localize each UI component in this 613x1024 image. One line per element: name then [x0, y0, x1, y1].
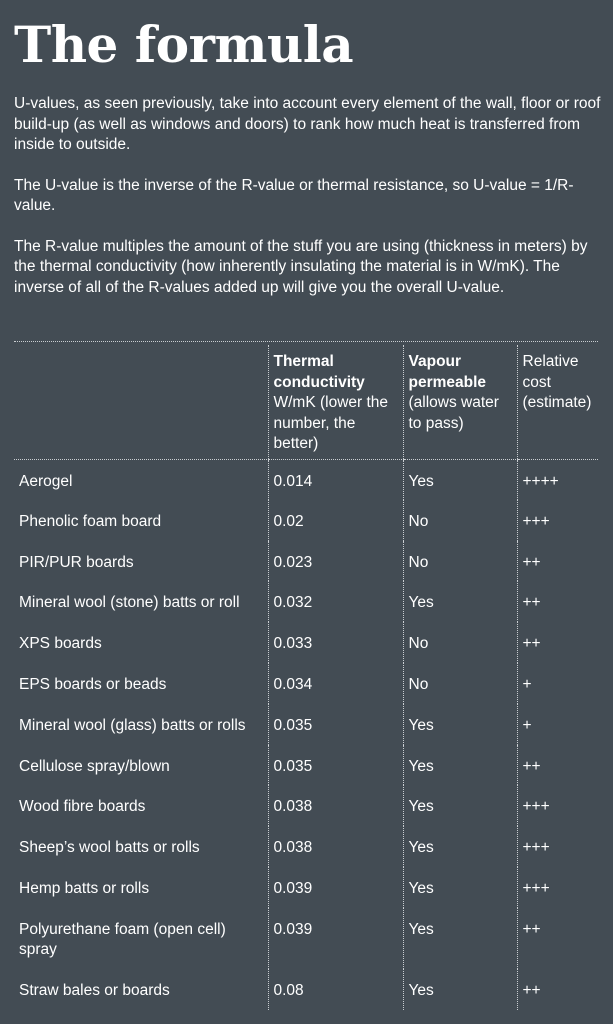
table-row: [14, 663, 598, 704]
conductivity-cell: 0.039: [268, 867, 403, 908]
table-row: [14, 500, 598, 541]
cost-cell: ++: [517, 908, 598, 969]
material-cell: Sheep’s wool batts or rolls: [19, 839, 200, 857]
cost-cell: ++: [517, 622, 598, 663]
vapour-cell: No: [403, 622, 517, 663]
vapour-cell: Yes: [403, 908, 517, 969]
intro-paragraph: U-values, as seen previously, take into account every element of the wall, floor or roof build-up (as well as windows and doors) to rank how much heat is transferred from inside to outside.: [14, 95, 601, 153]
intro-paragraph: The R-value multiples the amount of the stuff you are using (thickness in meters) by the thermal conductivity (how inherently insulating the material is in W/mK). The inverse of all of the R-values added up will give you the overall U-value.: [14, 237, 588, 296]
insulation-table: [14, 345, 598, 1010]
conductivity-cell: 0.014: [268, 459, 403, 500]
material-cell: Cellulose spray/blown: [19, 757, 170, 775]
material-cell: Polyurethane foam (open cell) spray: [19, 920, 226, 959]
cost-cell: +++: [517, 867, 598, 908]
conductivity-cell: 0.038: [268, 785, 403, 826]
cost-cell: +: [517, 663, 598, 704]
vapour-cell: Yes: [403, 704, 517, 745]
table-row: [14, 622, 598, 663]
material-cell: EPS boards or beads: [19, 675, 167, 693]
vapour-cell: Yes: [403, 459, 517, 500]
material-cell: PIR/PUR boards: [19, 553, 134, 571]
header-conductivity: [268, 345, 403, 459]
table-row: [14, 459, 598, 500]
conductivity-cell: 0.033: [268, 622, 403, 663]
table-row: [14, 969, 598, 1010]
vapour-cell: Yes: [403, 969, 517, 1010]
vapour-cell: Yes: [403, 867, 517, 908]
material-cell: XPS boards: [19, 635, 102, 653]
table-row: [14, 908, 598, 969]
material-cell: Straw bales or boards: [19, 981, 170, 999]
vapour-cell: Yes: [403, 826, 517, 867]
material-cell: Aerogel: [19, 472, 73, 490]
cost-cell: +++: [517, 500, 598, 541]
cost-cell: ++: [517, 745, 598, 786]
conductivity-cell: 0.023: [268, 541, 403, 582]
table-row: [14, 826, 598, 867]
header-material: [14, 345, 268, 459]
intro-paragraph: The U-value is the inverse of the R-value or thermal resistance, so U-value = 1/R-value.: [14, 176, 574, 214]
header-vapour-title: Vapour permeable: [408, 353, 487, 391]
vapour-cell: Yes: [403, 785, 517, 826]
conductivity-cell: 0.035: [268, 745, 403, 786]
cost-cell: ++: [517, 581, 598, 622]
material-cell: Phenolic foam board: [19, 512, 162, 530]
conductivity-cell: 0.032: [268, 581, 403, 622]
material-cell: Mineral wool (stone) batts or roll: [19, 594, 240, 612]
table-header-row: [14, 345, 598, 459]
vapour-cell: Yes: [403, 745, 517, 786]
vapour-cell: No: [403, 663, 517, 704]
header-vapour: [403, 345, 517, 459]
vapour-cell: No: [403, 500, 517, 541]
conductivity-cell: 0.02: [268, 500, 403, 541]
table-row: [14, 745, 598, 786]
conductivity-cell: 0.035: [268, 704, 403, 745]
divider: [14, 341, 598, 342]
table-row: [14, 541, 598, 582]
table-row: [14, 581, 598, 622]
conductivity-cell: 0.038: [268, 826, 403, 867]
header-cost: [517, 345, 598, 459]
cost-cell: ++: [517, 969, 598, 1010]
material-cell: Wood fibre boards: [19, 798, 146, 816]
table-row: [14, 704, 598, 745]
cost-cell: +++: [517, 785, 598, 826]
table-row: [14, 785, 598, 826]
header-conductivity-unit: W/mK (lower the number, the better): [273, 394, 389, 452]
cost-cell: ++: [517, 541, 598, 582]
cost-cell: ++++: [517, 459, 598, 500]
vapour-cell: No: [403, 541, 517, 582]
cost-cell: +: [517, 704, 598, 745]
header-conductivity-title: Thermal conductivity: [273, 353, 365, 391]
conductivity-cell: 0.08: [268, 969, 403, 1010]
vapour-cell: Yes: [403, 581, 517, 622]
table-row: [14, 867, 598, 908]
header-cost-title: Relative cost (estimate): [522, 353, 592, 411]
intro-text: [14, 94, 604, 318]
material-cell: Mineral wool (glass) batts or rolls: [19, 716, 246, 734]
cost-cell: +++: [517, 826, 598, 867]
conductivity-cell: 0.039: [268, 908, 403, 969]
header-vapour-note: (allows water to pass): [408, 394, 499, 432]
conductivity-cell: 0.034: [268, 663, 403, 704]
page-title: The formula: [14, 15, 354, 74]
material-cell: Hemp batts or rolls: [19, 879, 150, 897]
